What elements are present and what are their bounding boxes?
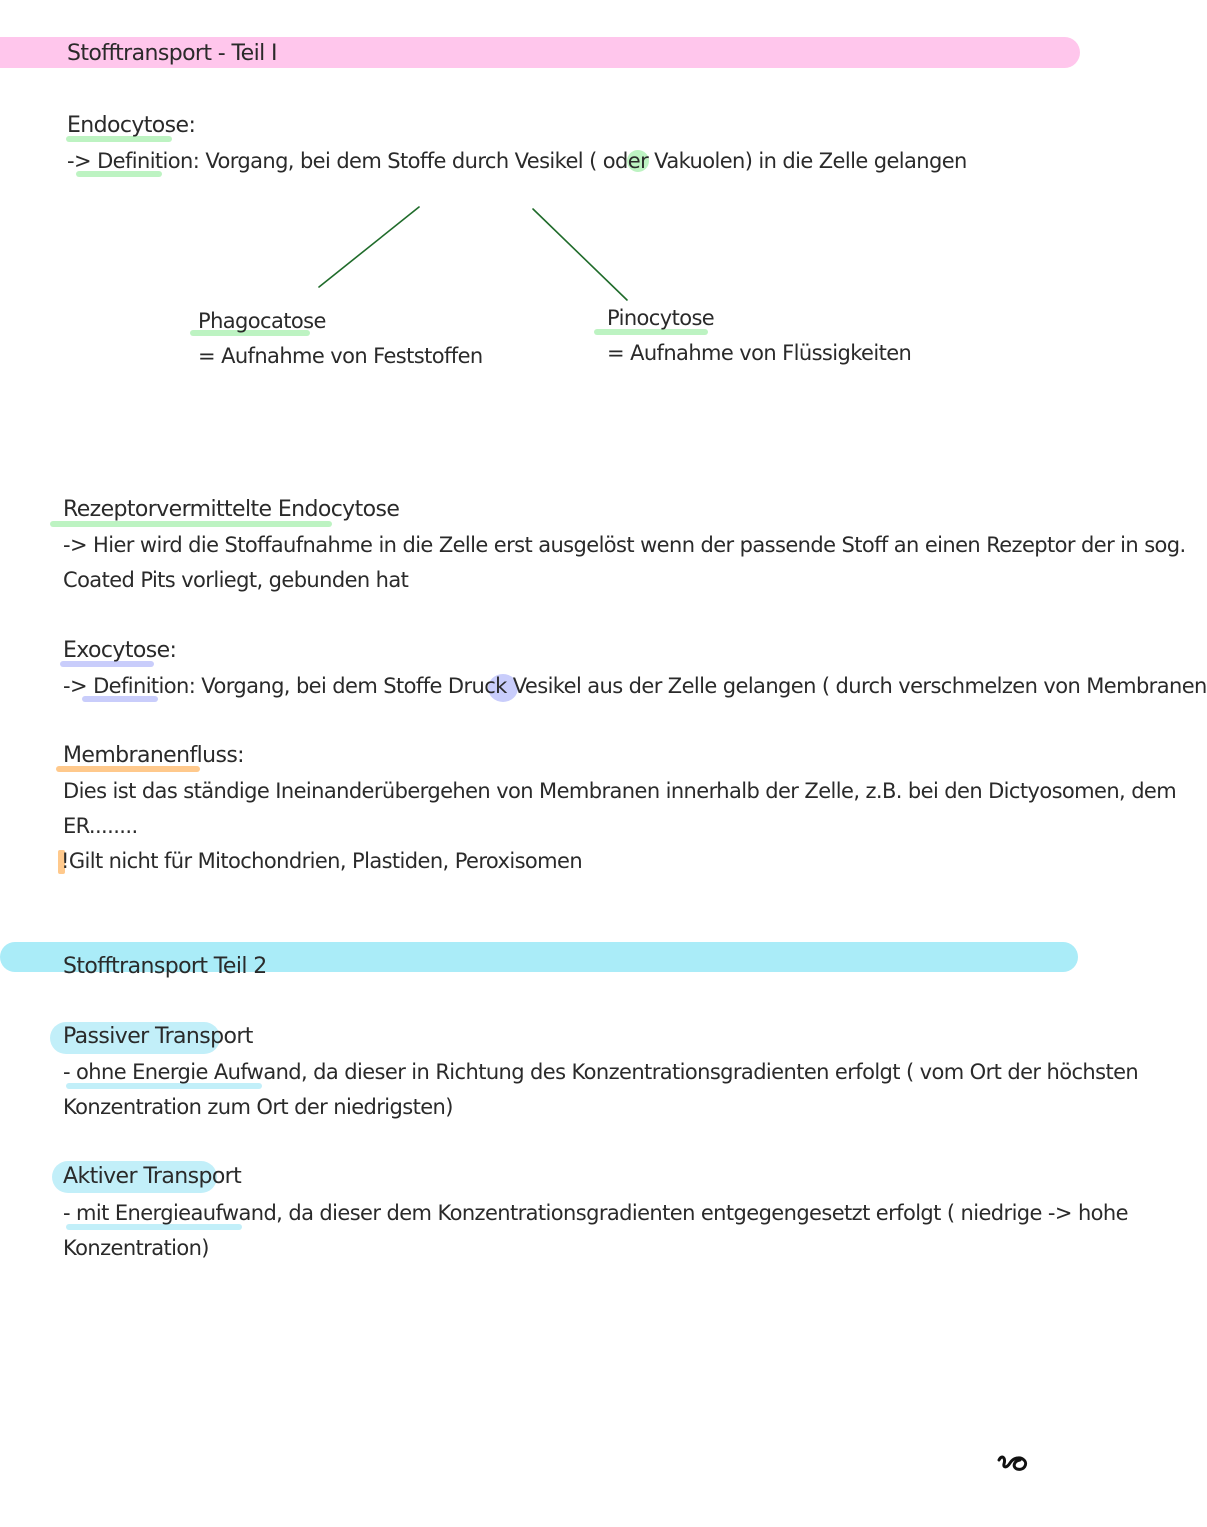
pinocytose-heading: Pinocytose [607,306,715,330]
endocytose-def-text: : Vorgang, bei dem Stoffe durch Vesikel ( oder Vakuolen) in die Zelle gelangen [192,149,967,173]
passiv-line2: Konzentration zum Ort der niedrigsten) [63,1095,453,1119]
aktiv-heading: Aktiver Transport [63,1164,242,1189]
passiv-heading: Passiver Transport [63,1024,253,1049]
section2-title: Stofftransport Teil 2 [63,954,267,979]
branch-line-left [319,207,419,287]
exocytose-def-label: Definition: [93,674,196,698]
exocytose-definition [63,672,1207,700]
aktiv-line2: Konzentration) [63,1236,209,1260]
exocytose-arrow: -> [63,674,87,698]
membranenfluss-note: !Gilt nicht für Mitochondrien, Plastiden, Peroxisomen [61,849,583,873]
squiggle-icon [996,1452,1032,1474]
endocytose-def-label: Definition [97,149,193,173]
passiv-line1: - ohne Energie Aufwand, da dieser in Richtung des Konzentrationsgradienten erfolgt ( vom Ort der höchsten [63,1060,1139,1084]
pinocytose-desc: = Aufnahme von Flüssigkeiten [607,341,912,365]
membranenfluss-line2: ER........ [63,814,138,838]
membranenfluss-line1: Dies ist das ständige Ineinanderübergehen von Membranen innerhalb der Zelle, z.B. bei den Dictyosomen, dem [63,779,1177,803]
aktiv-line1: - mit Energieaufwand, da dieser dem Konzentrationsgradienten entgegengesetzt erfolgt ( niedrige -> hohe [63,1201,1128,1225]
branch-line-right [533,209,627,300]
section1-title: Stofftransport - Teil I [67,41,277,66]
phagocatose-desc: = Aufnahme von Feststoffen [198,344,483,368]
rezeptor-heading: Rezeptorvermittelte Endocytose [63,497,400,522]
endocytose-heading: Endocytose: [67,113,196,138]
rezeptor-line1: -> Hier wird die Stoffaufnahme in die Zelle erst ausgelöst wenn der passende Stoff an einen Rezeptor der in sog. [63,533,1186,557]
endocytose-arrow: -> [67,149,91,173]
membranenfluss-heading: Membranenfluss: [63,743,244,768]
exocytose-heading: Exocytose: [63,638,177,663]
phagocatose-heading: Phagocatose [198,309,326,333]
rezeptor-line2: Coated Pits vorliegt, gebunden hat [63,568,409,592]
exocytose-def-text: Vorgang, bei dem Stoffe Druck Vesikel aus der Zelle gelangen ( durch verschmelzen von Membranen [195,674,1207,698]
